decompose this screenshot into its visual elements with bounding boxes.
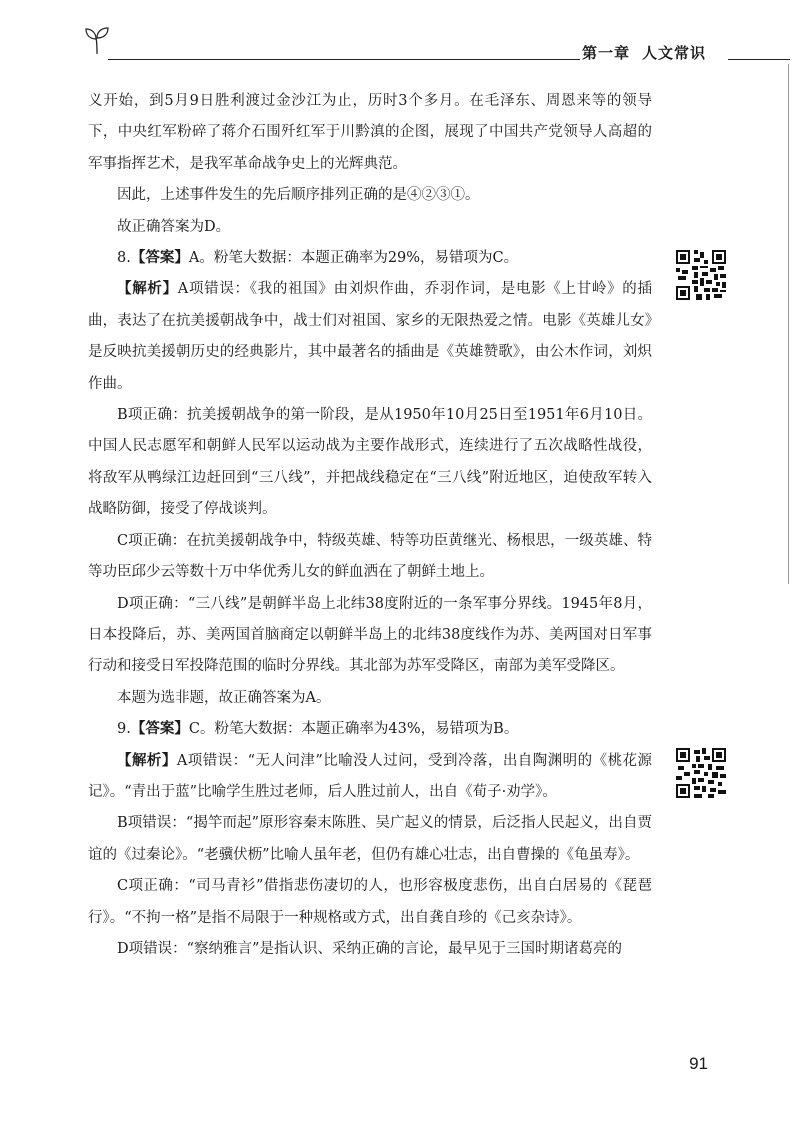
analysis-tag: 【解析】 bbox=[117, 752, 177, 769]
paragraph-text: 本题为选非题，故正确答案为A。 bbox=[117, 689, 331, 706]
running-header bbox=[84, 26, 790, 66]
paragraph bbox=[88, 871, 652, 934]
answer-line bbox=[88, 714, 652, 745]
analysis-paragraph bbox=[88, 746, 652, 809]
sprout-icon bbox=[84, 26, 110, 54]
paragraph bbox=[88, 212, 652, 243]
paragraph bbox=[88, 400, 652, 526]
paragraph-text: C项正确：在抗美援朝战争中，特级英雄、特等功臣黄继光、杨根思，一级英雄、特等功臣邱少云等数十万中华优秀儿女的鲜血洒在了朝鲜土地上。 bbox=[88, 532, 652, 581]
answer-line bbox=[88, 243, 652, 274]
paragraph-text: D项错误：“察纳雅言”是指认识、采纳正确的言论，最早见于三国时期诸葛亮的 bbox=[117, 940, 622, 957]
question-number: 8. bbox=[117, 250, 131, 267]
chapter-title: 人文常识 bbox=[641, 44, 706, 62]
page-number: 91 bbox=[689, 1054, 708, 1073]
paragraph bbox=[88, 180, 652, 211]
paragraph bbox=[88, 86, 652, 180]
paragraph-text: A项错误：“无人问津”比喻没人过问，受到冷落，出自陶渊明的《桃花源记》。“青出于蓝”比喻学生胜过老师，后人胜过前人，出自《荀子·劝学》。 bbox=[88, 752, 653, 800]
header-rule-tail bbox=[728, 59, 790, 60]
header-rule bbox=[108, 59, 580, 60]
chapter-number: 第一章 bbox=[581, 44, 630, 62]
paragraph-text: 故正确答案为D。 bbox=[117, 218, 231, 235]
answer-tag: 【答案】 bbox=[130, 721, 189, 738]
paragraph bbox=[88, 526, 652, 589]
analysis-paragraph bbox=[88, 274, 652, 400]
paragraph-text: C。粉笔大数据：本题正确率为43%，易错项为B。 bbox=[188, 721, 519, 738]
paragraph-text: C项正确：“司马青衫”借指悲伤凄切的人，也形容极度悲伤，出自白居易的《琵琶行》。“不拘一格”是指不局限于一种规格或方式，出自龚自珍的《己亥杂诗》。 bbox=[88, 878, 652, 926]
body-text bbox=[88, 86, 652, 965]
chapter-heading bbox=[582, 42, 718, 63]
question-number: 9. bbox=[117, 721, 131, 738]
paragraph-text: A项错误：《我的祖国》由刘炽作曲，乔羽作词，是电影《上甘岭》的插曲，表达了在抗美援朝战争中，战士们对祖国、家乡的无限热爱之情。电影《英雄儿女》是反映抗美援朝历史的经典影片，其中最著名的插曲是《英雄赞歌》，由公木作词，刘炽作曲。 bbox=[88, 281, 653, 392]
paragraph bbox=[88, 934, 652, 965]
analysis-tag: 【解析】 bbox=[117, 281, 178, 298]
paragraph-text: 因此，上述事件发生的先后顺序排列正确的是④②③①。 bbox=[117, 187, 480, 204]
paragraph-text: 义开始，到5月9日胜利渡过金沙江为止，历时3个多月。在毛泽东、周恩来等的领导下，中央红军粉碎了蒋介石围歼红军于川黔滇的企图，展现了中国共产党领导人高超的军事指挥艺术，是我军革命战争史上的光辉典范。 bbox=[88, 93, 652, 172]
margin-line bbox=[788, 64, 789, 584]
qr-code-icon bbox=[676, 748, 726, 798]
paragraph bbox=[88, 808, 652, 871]
answer-tag: 【答案】 bbox=[130, 250, 189, 267]
qr-code-icon bbox=[676, 250, 726, 300]
paragraph-text: A。粉笔大数据：本题正确率为29%，易错项为C。 bbox=[188, 250, 519, 267]
paragraph-text: D项正确：“三八线”是朝鲜半岛上北纬38度附近的一条军事分界线。1945年8月，日本投降后，苏、美两国首脑商定以朝鲜半岛上的北纬38度线作为苏、美两国对日军事行动和接受日军投降范围的临时分界线。其北部为苏军受降区，南部为美军受降区。 bbox=[88, 595, 652, 675]
paragraph-text: B项正确：抗美援朝战争的第一阶段，是从1950年10月25日至1951年6月10日。中国人民志愿军和朝鲜人民军以运动战为主要作战形式，连续进行了五次战略性战役，将敌军从鸭绿江边赶回到“三八线”，并把战线稳定在“三八线”附近地区，迫使敌军转入战略防御，接受了停战谈判。 bbox=[88, 407, 652, 518]
paragraph bbox=[88, 683, 652, 714]
paragraph-text: B项错误：“揭竿而起”原形容秦末陈胜、吴广起义的情景，后泛指人民起义，出自贾谊的《过秦论》。“老骥伏枥”比喻人虽年老，但仍有雄心壮志，出自曹操的《龟虽寿》。 bbox=[88, 815, 652, 863]
paragraph bbox=[88, 589, 652, 683]
